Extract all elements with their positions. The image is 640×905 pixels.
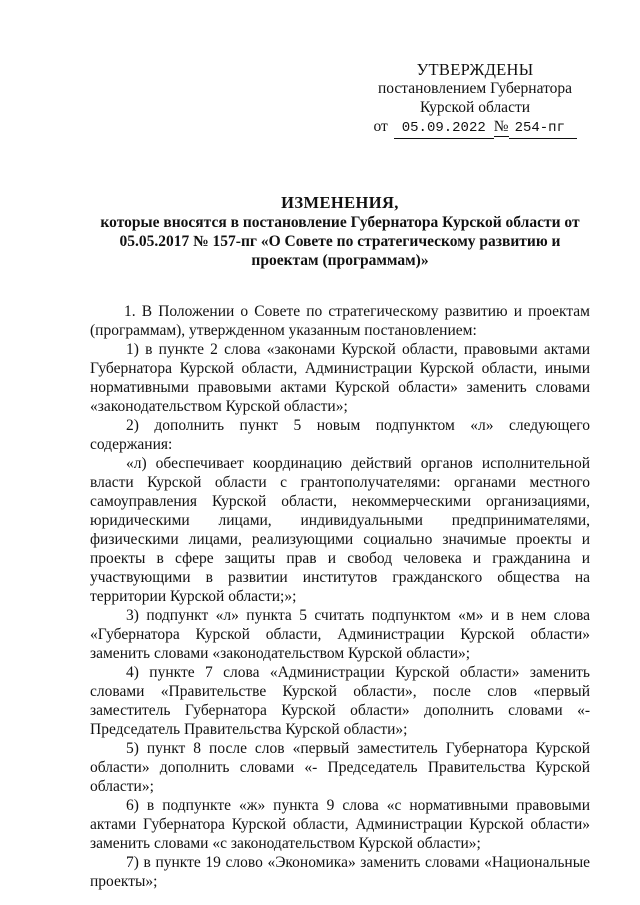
approval-stamp: [360, 60, 590, 139]
approval-line-2: Курской области: [419, 99, 531, 116]
paragraph: 1) в пункте 2 слова «законами Курской области, правовыми актами Губернатора Курской области, Администрации Курской области, иными нормативными правовыми актами Курской области» заменить словами «законодательством Курской области»;: [90, 341, 590, 415]
paragraph: 7) в пункте 19 слово «Экономика» заменить словами «Национальные проекты»;: [90, 854, 590, 890]
heading-subtitle: которые вносятся в постановление Губернатора Курской области от 05.05.2017 № 157-пг «О Совете по стратегическому развитию и проектам (программам)»: [100, 214, 580, 269]
approval-number: 254-пг: [509, 119, 577, 139]
paragraph: 2) дополнить пункт 5 новым подпунктом «л» следующего содержания:: [90, 417, 590, 453]
approval-title: УТВЕРЖДЕНЫ: [416, 60, 534, 79]
paragraph: 3) подпункт «л» пункта 5 считать подпунктом «м» и в нем слова «Губернатора Курской области, Администрации Курской области» заменить словами «законодательством Курской области»;: [90, 607, 590, 662]
paragraph: 1. В Положении о Совете по стратегическому развитию и проектам (программам), утвержденном указанным постановлением:: [90, 303, 590, 339]
heading-title: ИЗМЕНЕНИЯ,: [281, 193, 399, 212]
paragraph: «л) обеспечивает координацию действий органов исполнительной власти Курской области с грантополучателями: органами местного самоуправления Курской области, некоммерческими организациями, юридическими лицами, индивидуальными предпринимателями, физическими лицами, реализующими социально значимые проекты и проекты в сфере защиты прав и свобод человека и гражданина и участвующими в развитии институтов гражданского общества на территории Курской области;»;: [90, 455, 590, 605]
approval-line-1: постановлением Губернатора: [377, 80, 573, 97]
approval-date-line: [360, 117, 590, 139]
paragraph: 5) пункт 8 после слов «первый заместитель Губернатора Курской области» дополнить словами «- Председатель Правительства Курской области»;: [90, 740, 590, 795]
approval-number-prefix: №: [493, 118, 509, 135]
document-heading: [90, 193, 590, 270]
approval-date: 05.09.2022: [394, 119, 494, 139]
document-body: [90, 302, 590, 891]
approval-date-prefix: от: [373, 118, 388, 135]
paragraph: 4) пункте 7 слова «Администрации Курской области» заменить словами «Правительстве Курской области», после слов «первый заместитель Губернатора Курской области» дополнить словами «- Председатель Правительства Курской области»;: [90, 664, 590, 738]
paragraph: 6) в подпункте «ж» пункта 9 слова «с нормативными правовыми актами Губернатора Курской области, Администрации Курской области» заменить словами «с законодательством Курской области»;: [90, 797, 590, 852]
